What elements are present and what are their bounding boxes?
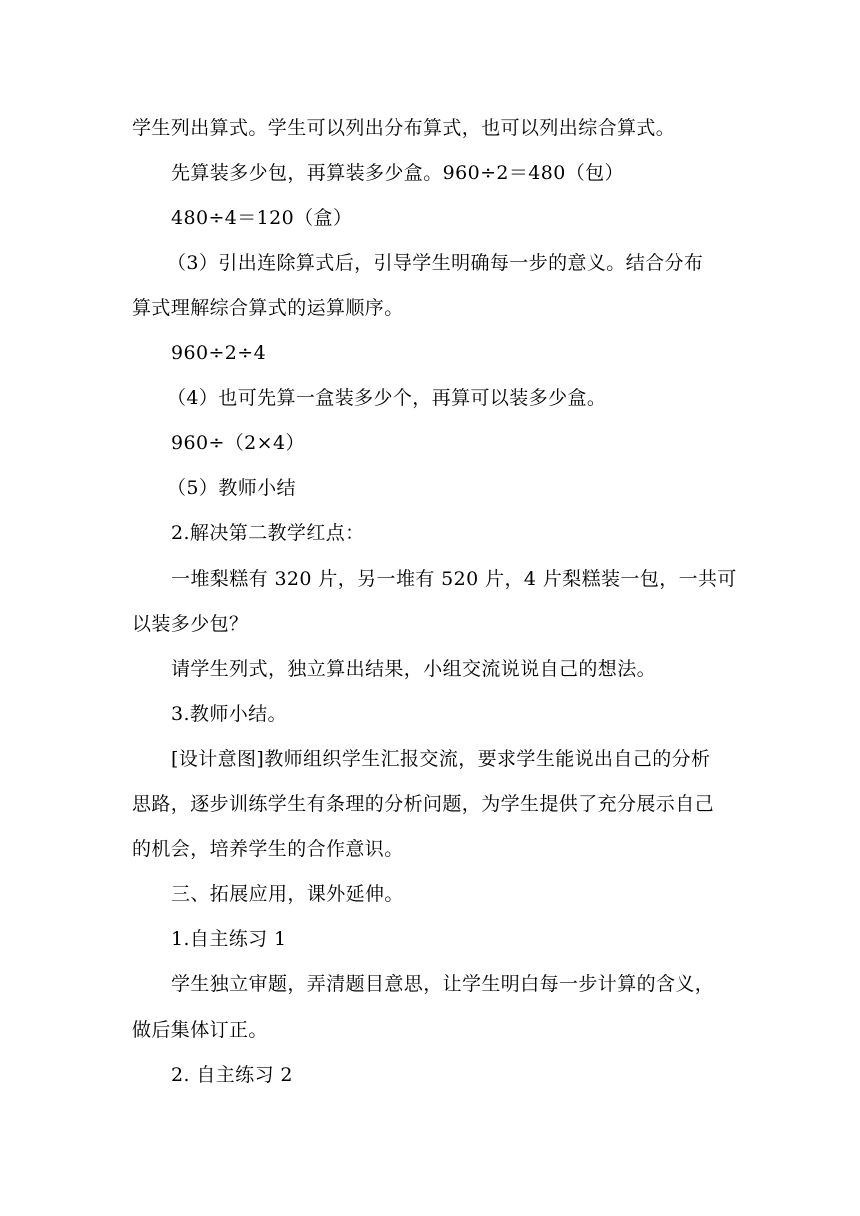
paragraph-line: 思路，逐步训练学生有条理的分析问题，为学生提供了充分展示自己 bbox=[132, 793, 715, 815]
paragraph-line: 请学生列式，独立算出结果，小组交流说说自己的想法。 bbox=[171, 658, 657, 680]
paragraph-line: 一堆梨糕有 320 片，另一堆有 520 片，4 片梨糕装一包，一共可 bbox=[171, 568, 737, 590]
formula-line: 960÷2÷4 bbox=[171, 342, 267, 364]
section-heading: 三、拓展应用，课外延伸。 bbox=[171, 883, 404, 905]
paragraph-line: 先算装多少包，再算装多少盒。960÷2＝480（包） bbox=[171, 162, 624, 184]
paragraph-line: 学生列出算式。学生可以列出分布算式，也可以列出综合算式。 bbox=[132, 117, 676, 139]
formula-line: 960÷（2×4） bbox=[171, 432, 305, 454]
section-heading: 2.解决第二教学红点： bbox=[171, 522, 365, 544]
section-heading: 1.自主练习 1 bbox=[171, 928, 287, 950]
paragraph-line: [设计意图]教师组织学生汇报交流，要求学生能说出自己的分析 bbox=[171, 748, 711, 770]
paragraph-line: 学生独立审题，弄清题目意思，让学生明白每一步计算的含义， bbox=[171, 973, 715, 995]
paragraph-line: 的机会，培养学生的合作意识。 bbox=[132, 838, 404, 860]
paragraph-line: （5）教师小结 bbox=[167, 477, 296, 499]
formula-line: 480÷4＝120（盒） bbox=[171, 207, 353, 229]
paragraph-line: （3）引出连除算式后，引导学生明确每一步的意义。结合分布 bbox=[167, 252, 704, 274]
paragraph-line: 算式理解综合算式的运算顺序。 bbox=[132, 297, 404, 319]
section-heading: 2. 自主练习 2 bbox=[171, 1064, 293, 1086]
paragraph-line: （4）也可先算一盒装多少个，再算可以装多少盒。 bbox=[167, 387, 607, 409]
section-heading: 3.教师小结。 bbox=[171, 703, 287, 725]
paragraph-line: 以装多少包？ bbox=[132, 613, 249, 635]
paragraph-line: 做后集体订正。 bbox=[132, 1019, 268, 1041]
